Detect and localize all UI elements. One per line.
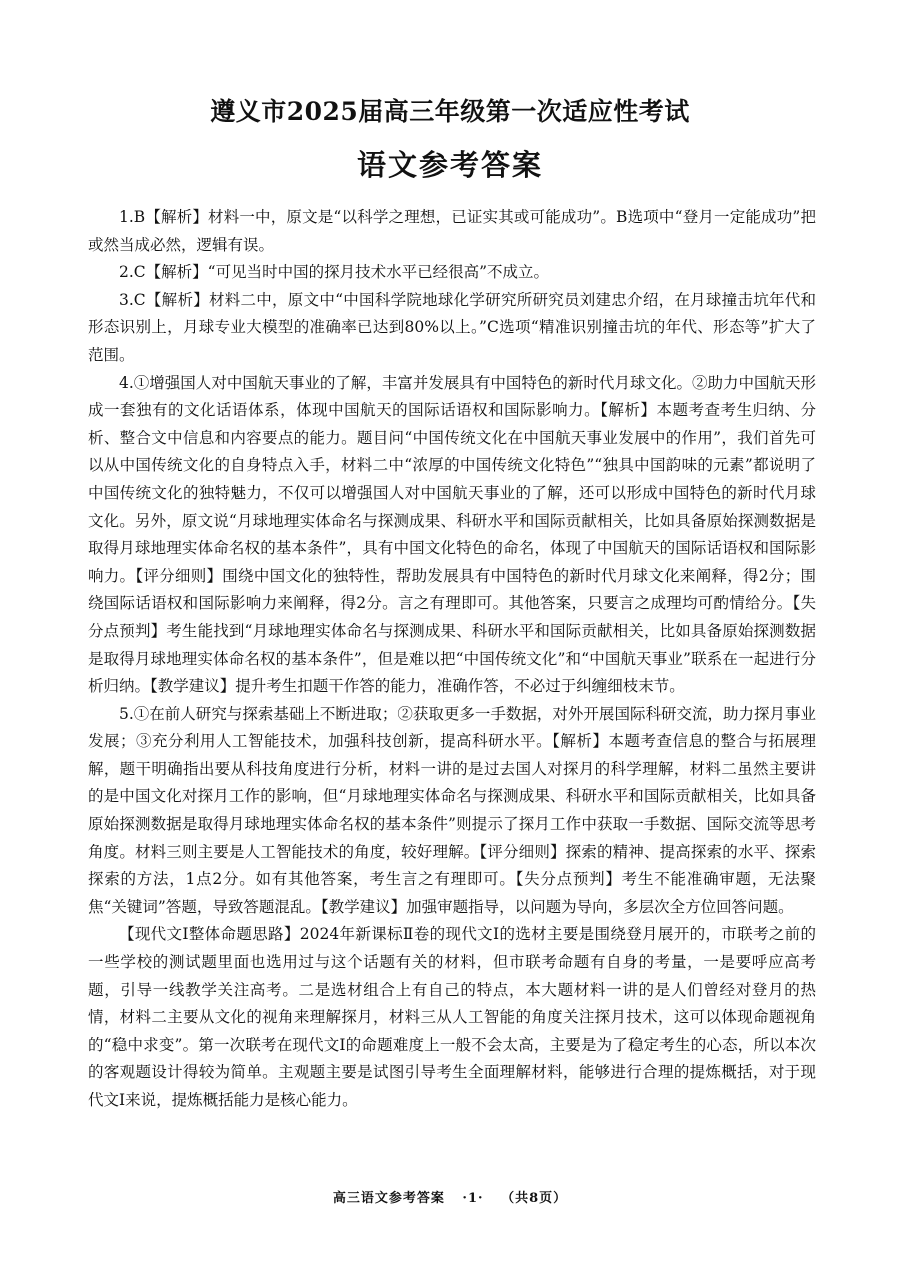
answer-item-1: 1.B【解析】材料一中，原文是“以科学之理想，已证实其或可能成功”。B选项中“登月一定能成功”把或然当成必然，逻辑有误。 xyxy=(88,208,816,254)
answer-key-heading: 语文参考答案 xyxy=(356,148,543,182)
exam-title: 遵义市2025届高三年级第一次适应性考试 xyxy=(210,97,690,126)
section-design-notes: 【现代文Ⅰ整体命题思路】2024年新课标Ⅱ卷的现代文Ⅰ的选材主要是围绕登月展开的，市联考之前的一些学校的测试题里面也选用过与这个话题有关的材料，但市联考命题有自身的考量，一是要呼应高考题，引导一线教学关注高考。二是选材组合上有自己的特点，本大题材料一讲的是人们曾经对登月的热情，材料二主要从文化的视角来理解探月，材料三从人工智能的角度关注探月技术，这可以体现命题视角的“稳中求变”。第一次联考在现代文Ⅰ的命题难度上一般不会太高，主要是为了稳定考生的心态，所以本次的客观题设计得较为简单。主观题主要是试图引导考生全面理解材料，能够进行合理的提炼概括，对于现代文Ⅰ来说，提炼概括能力是核心能力。 xyxy=(88,925,816,1109)
page-footer xyxy=(0,1187,900,1206)
answer-item-4: 4.①增强国人对中国航天事业的了解，丰富并发展具有中国特色的新时代月球文化。②助力中国航天形成一套独有的文化话语体系，体现中国航天的国际话语权和国际影响力。【解析】本题考查考生归纳、分析、整合文中信息和内容要点的能力。题目问“中国传统文化在中国航天事业发展中的作用”，我们首先可以从中国传统文化的自身特点入手，材料二中“浓厚的中国传统文化特色”“独具中国韵味的元素”都说明了中国传统文化的独特魅力，不仅可以增强国人对中国航天事业的了解，还可以形成中国特色的新时代月球文化。另外，原文说“月球地理实体命名与探测成果、科研水平和国际贡献相关，比如具备原始探测数据是取得月球地理实体命名权的基本条件”，具有中国文化特色的命名，体现了中国航天的国际话语权和国际影响力。【评分细则】围绕中国文化的独特性，帮助发展具有中国特色的新时代月球文化来阐释，得2分；围绕国际话语权和国际影响力来阐释，得2分。言之有理即可。其他答案，只要言之成理均可酌情给分。【失分点预判】考生能找到“月球地理实体命名与探测成果、科研水平和国际贡献相关，比如具备原始探测数据是取得月球地理实体命名权的基本条件”，但是难以把“中国传统文化”和“中国航天事业”联系在一起进行分析归纳。【教学建议】提升考生扣题干作答的能力，准确作答，不必过于纠缠细枝末节。 xyxy=(88,373,816,696)
answer-body xyxy=(88,204,816,1115)
footer-total-pages: （共8页） xyxy=(501,1191,568,1206)
footer-page-number: ·1· xyxy=(462,1191,484,1206)
answer-item-2: 2.C【解析】“可见当时中国的探月技术水平已经很高”不成立。 xyxy=(119,263,549,282)
footer-doc-name: 高三语文参考答案 xyxy=(332,1191,445,1206)
answer-item-3: 3.C【解析】材料二中，原文中“中国科学院地球化学研究所研究员刘建忠介绍，在月球撞击坑年代和形态识别上，月球专业大模型的准确率已达到80%以上。”C选项“精准识别撞击坑的年代、形态等”扩大了范围。 xyxy=(88,290,816,364)
answer-item-5: 5.①在前人研究与探索基础上不断进取；②获取更多一手数据，对外开展国际科研交流，助力探月事业发展；③充分利用人工智能技术，加强科技创新，提高科研水平。【解析】本题考查信息的整合与拓展理解，题干明确指出要从科技角度进行分析，材料一讲的是过去国人对探月的科学理解，材料二虽然主要讲的是中国文化对探月工作的影响，但“月球地理实体命名与探测成果、科研水平和国际贡献相关，比如具备原始探测数据是取得月球地理实体命名权的基本条件”则提示了探月工作中获取一手数据、国际交流等思考角度。材料三则主要是人工智能技术的角度，较好理解。【评分细则】探索的精神、提高探索的水平、探索探索的方法，1点2分。如有其他答案，考生言之有理即可。【失分点预判】考生不能准确审题，无法聚焦“关键词”答题，导致答题混乱。【教学建议】加强审题指导，以问题为导向，多层次全方位回答问题。 xyxy=(88,704,816,916)
